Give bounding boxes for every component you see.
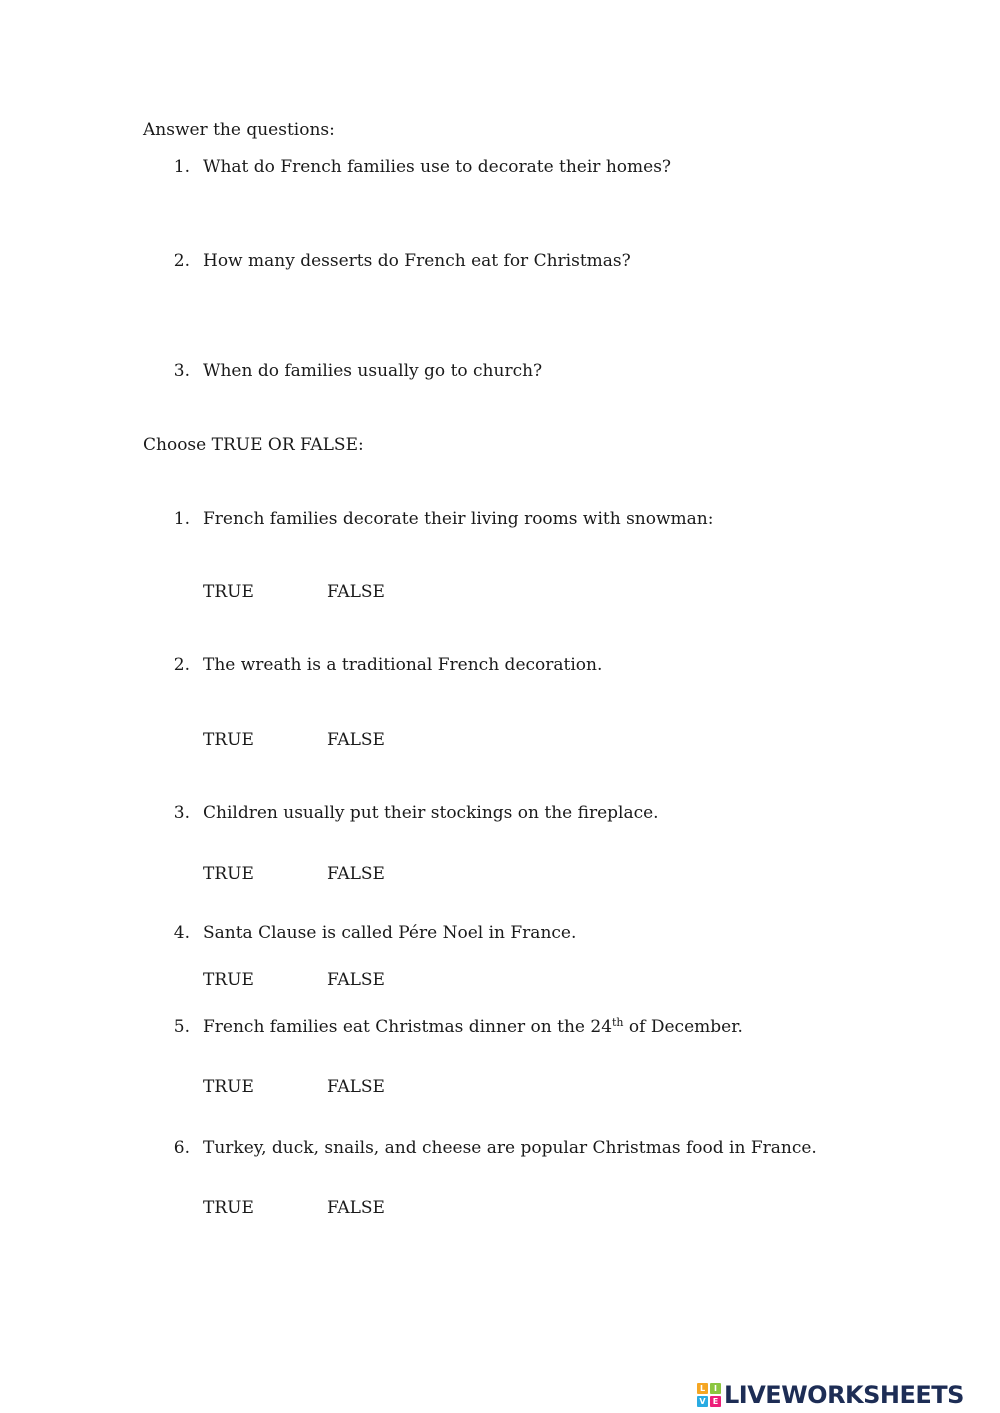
liveworksheets-logo: [697, 1378, 964, 1412]
statement-text: Children usually put their stockings on the fireplace.: [203, 803, 659, 823]
question-number: 3.: [173, 361, 190, 381]
true-option[interactable]: TRUE: [203, 730, 254, 750]
statement-text-part: of December.: [623, 1017, 743, 1037]
false-option[interactable]: FALSE: [327, 582, 385, 602]
answer-questions-heading: Answer the questions:: [143, 120, 335, 140]
logo-mark-letter: E: [710, 1396, 721, 1407]
statement-number: 2.: [173, 655, 190, 675]
question-number: 1.: [173, 157, 190, 177]
true-option[interactable]: TRUE: [203, 864, 254, 884]
false-option[interactable]: FALSE: [327, 970, 385, 990]
false-option[interactable]: FALSE: [327, 1077, 385, 1097]
true-false-heading: Choose TRUE OR FALSE:: [143, 435, 364, 455]
true-option[interactable]: TRUE: [203, 970, 254, 990]
false-option[interactable]: FALSE: [327, 1198, 385, 1218]
statement-number: 4.: [173, 923, 190, 943]
false-option[interactable]: FALSE: [327, 730, 385, 750]
logo-mark-letter: L: [697, 1383, 708, 1394]
ordinal-suffix: th: [612, 1016, 624, 1029]
true-option[interactable]: TRUE: [203, 1198, 254, 1218]
liveworksheets-logo-text: LIVEWORKSHEETS: [724, 1381, 964, 1409]
true-option[interactable]: TRUE: [203, 582, 254, 602]
logo-mark-letter: V: [697, 1396, 708, 1407]
liveworksheets-logo-mark-icon: [697, 1383, 721, 1407]
false-option[interactable]: FALSE: [327, 864, 385, 884]
statement-number: 3.: [173, 803, 190, 823]
statement-number: 6.: [173, 1138, 190, 1158]
question-text: What do French families use to decorate their homes?: [203, 157, 672, 177]
statement-text: The wreath is a traditional French decoration.: [203, 655, 603, 675]
logo-mark-letter: I: [710, 1383, 721, 1394]
question-number: 2.: [173, 251, 190, 271]
statement-text: Turkey, duck, snails, and cheese are popular Christmas food in France.: [203, 1138, 817, 1158]
statement-text-part: French families eat Christmas dinner on the 24: [203, 1017, 613, 1037]
question-text: When do families usually go to church?: [203, 361, 543, 381]
statement-text: Santa Clause is called Pére Noel in France.: [203, 923, 577, 943]
true-option[interactable]: TRUE: [203, 1077, 254, 1097]
statement-text: French families decorate their living rooms with snowman:: [203, 509, 714, 529]
statement-number: 5.: [173, 1017, 190, 1037]
statement-number: 1.: [173, 509, 190, 529]
question-text: How many desserts do French eat for Christmas?: [203, 251, 631, 271]
statement-text: [203, 1016, 743, 1037]
